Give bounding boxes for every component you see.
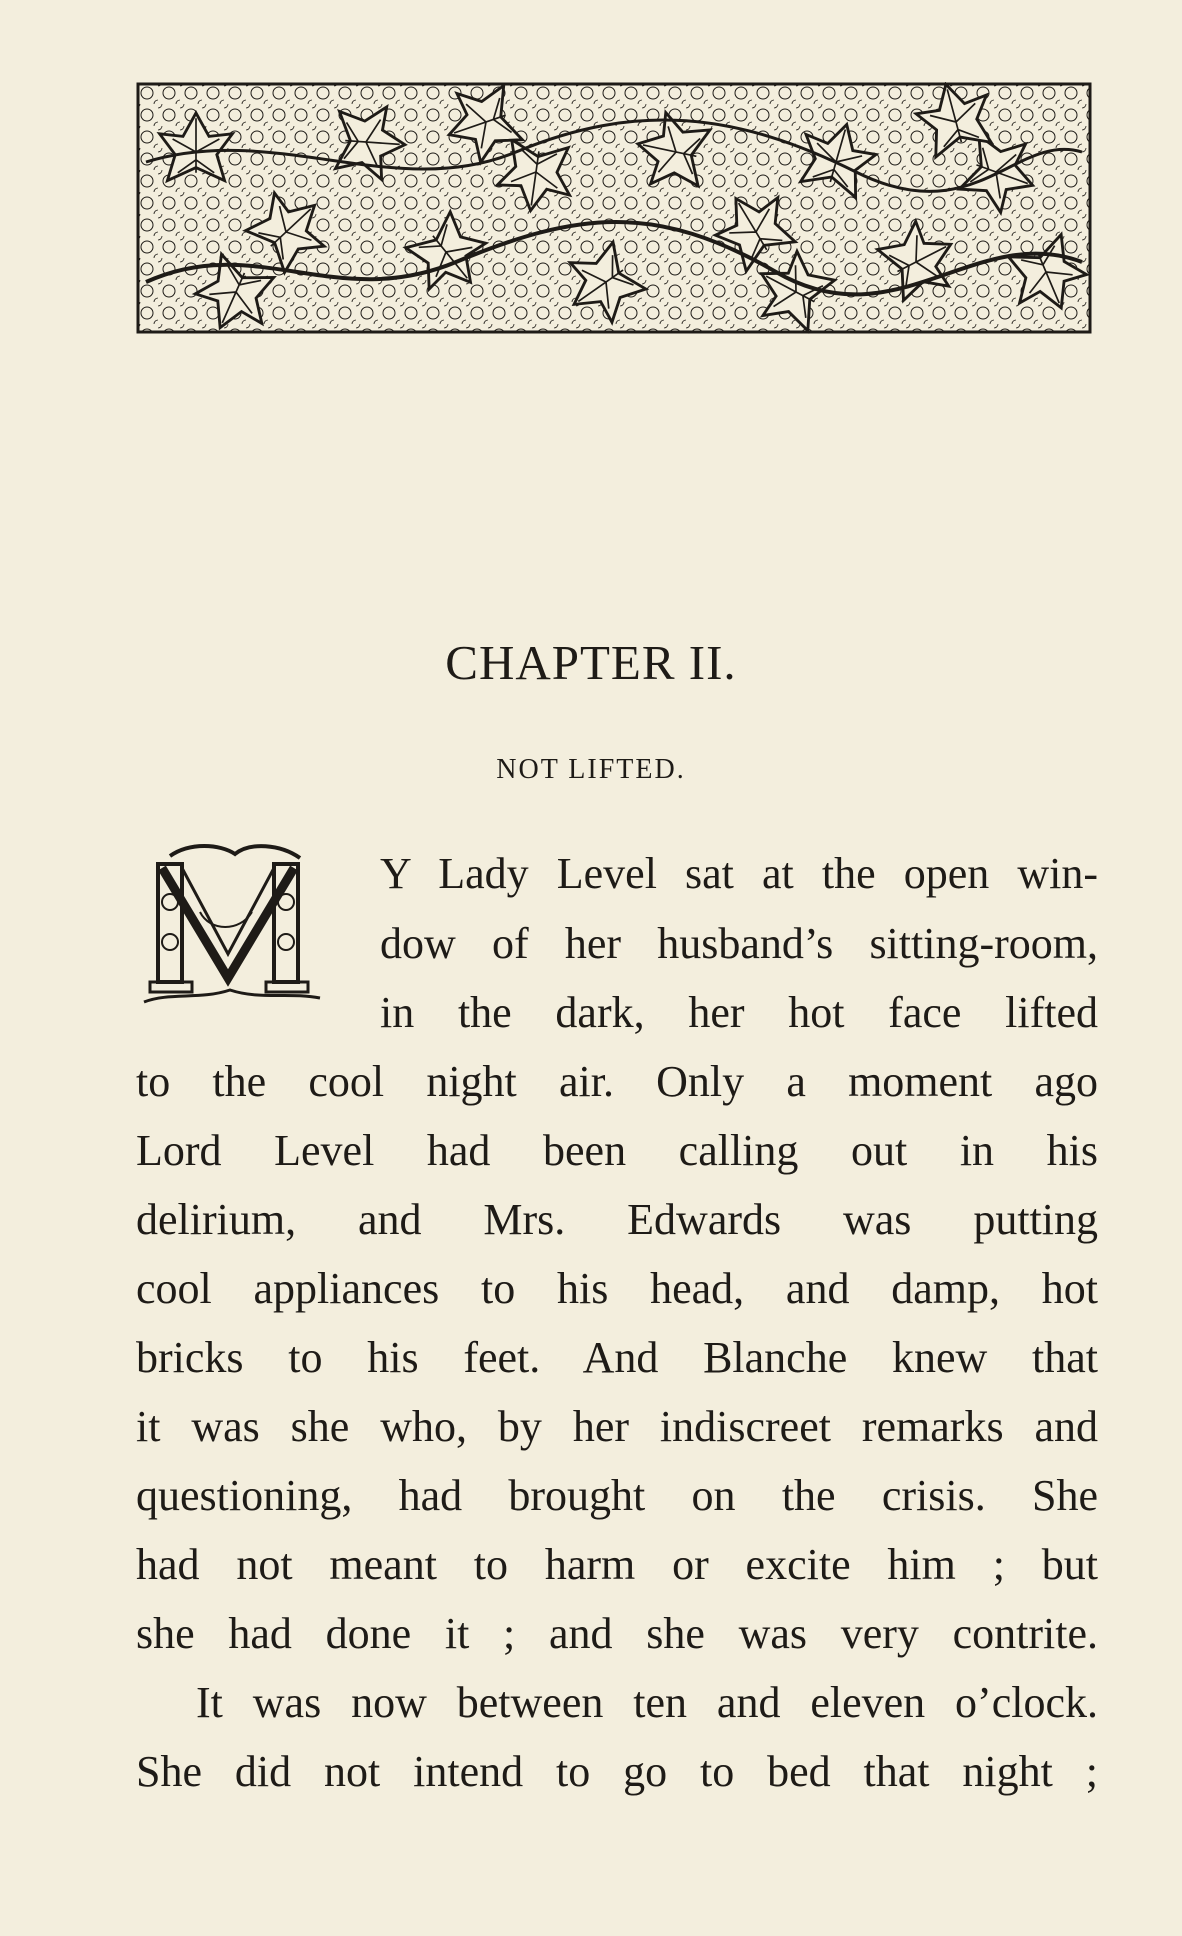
text-line: Y Lady Level sat at the open win- bbox=[380, 849, 1098, 898]
text-line: questioning, had brought on the crisis. She bbox=[136, 1471, 1098, 1520]
chapter-title: CHAPTER II. bbox=[445, 635, 737, 690]
text-line: It was now between ten and eleven o’clock. bbox=[196, 1678, 1098, 1727]
chapter-subtitle: NOT LIFTED. bbox=[496, 754, 686, 785]
drop-cap-m-icon bbox=[140, 842, 323, 1010]
text-line: in the dark, her hot face lifted bbox=[380, 988, 1098, 1037]
ivy-headpiece-ornament bbox=[136, 82, 1092, 334]
text-line: dow of her husband’s sitting-room, bbox=[380, 919, 1098, 968]
text-line: delirium, and Mrs. Edwards was putting bbox=[136, 1195, 1098, 1244]
text-line: she had done it ; and she was very contrite. bbox=[136, 1609, 1098, 1658]
text-line: She did not intend to go to bed that night ; bbox=[136, 1747, 1098, 1796]
text-line: Lord Level had been calling out in his bbox=[136, 1126, 1098, 1175]
text-line: cool appliances to his head, and damp, hot bbox=[136, 1264, 1098, 1313]
ivy-leaf-pattern-icon bbox=[136, 82, 1092, 334]
text-line: bricks to his feet. And Blanche knew that bbox=[136, 1333, 1098, 1382]
text-line: to the cool night air. Only a moment ago bbox=[136, 1057, 1098, 1106]
text-line: it was she who, by her indiscreet remarks and bbox=[136, 1402, 1098, 1451]
text-line: had not meant to harm or excite him ; but bbox=[136, 1540, 1098, 1589]
